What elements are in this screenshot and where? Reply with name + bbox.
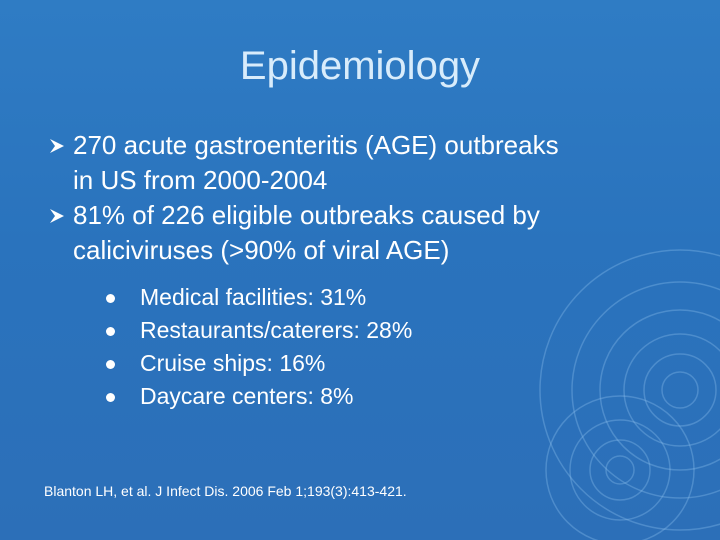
bullet-text-line: in US from 2000-2004 bbox=[73, 165, 328, 195]
sub-bullet-text: Daycare centers: 8% bbox=[140, 383, 354, 409]
bullet-text-line: 81% of 226 eligible outbreaks caused by bbox=[73, 200, 540, 230]
bullet-text-line: caliciviruses (>90% of viral AGE) bbox=[73, 235, 450, 265]
bullet-text-line: 270 acute gastroenteritis (AGE) outbreaks bbox=[73, 130, 559, 160]
sub-bullet-item bbox=[106, 281, 688, 314]
sub-bullet-text: Medical facilities: 31% bbox=[140, 284, 367, 310]
dot-bullet-icon bbox=[106, 360, 115, 369]
sub-bullet-text: Cruise ships: 16% bbox=[140, 350, 326, 376]
dot-bullet-icon bbox=[106, 327, 115, 336]
sub-bullet-text: Restaurants/caterers: 28% bbox=[140, 317, 413, 343]
sub-bullet-item bbox=[106, 347, 688, 380]
citation-text: Blanton LH, et al. J Infect Dis. 2006 Feb 1;193(3):413-421. bbox=[44, 483, 407, 499]
bullet-item bbox=[48, 198, 688, 268]
sub-bullet-item bbox=[106, 380, 688, 413]
bullet-list bbox=[48, 128, 688, 413]
slide-title: Epidemiology bbox=[239, 44, 481, 88]
sub-bullet-list bbox=[48, 281, 688, 413]
bullet-item bbox=[48, 128, 688, 198]
dot-bullet-icon bbox=[106, 393, 115, 402]
dot-bullet-icon bbox=[106, 294, 115, 303]
sub-bullet-item bbox=[106, 314, 688, 347]
arrow-bullet-icon bbox=[48, 207, 66, 225]
arrow-bullet-icon bbox=[48, 137, 66, 155]
